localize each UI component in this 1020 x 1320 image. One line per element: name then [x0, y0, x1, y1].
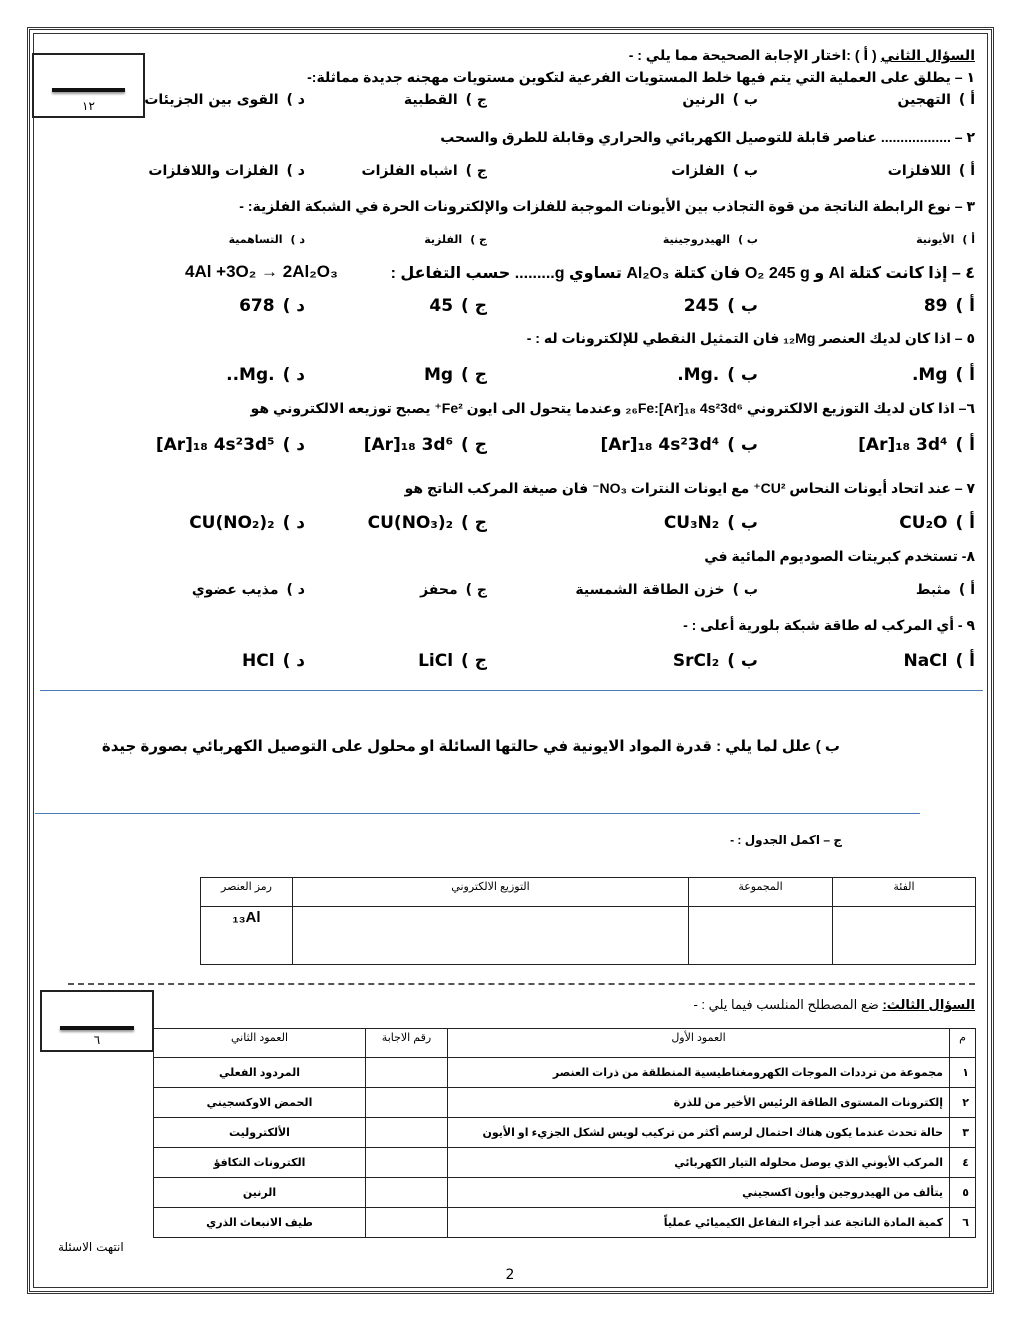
score-line	[60, 1026, 134, 1030]
option-text: [Ar]₁₈ 4s²3d⁵	[155, 435, 275, 455]
option-text: خزن الطاقة الشمسية	[575, 582, 725, 598]
option-text: الهيدروجينية	[662, 233, 731, 246]
q3-heading	[693, 997, 975, 1013]
option-d[interactable]	[242, 651, 305, 671]
term: طيف الانبعاث الذري	[154, 1208, 366, 1238]
option-b[interactable]	[600, 435, 758, 455]
question-2: ٢ – .................. عناصر قابلة للتوصيل الكهربائي والحراري وقابلة للطرق والسحب	[440, 129, 975, 145]
q2-heading	[629, 47, 975, 64]
option-label: أ )	[955, 513, 975, 533]
option-a[interactable]	[899, 513, 975, 533]
matching-table	[153, 1028, 976, 1238]
option-text: التهجين	[897, 92, 951, 108]
option-text: اللافلزات	[887, 163, 951, 179]
option-text: محفز	[420, 582, 458, 598]
option-b[interactable]	[673, 651, 758, 671]
option-text: 89	[923, 296, 948, 316]
option-label: ب )	[727, 365, 758, 385]
table-row	[154, 1208, 976, 1238]
electron-config-table	[200, 877, 976, 965]
option-a[interactable]	[858, 435, 975, 455]
answer-line[interactable]	[35, 813, 920, 814]
table-row	[154, 1058, 976, 1088]
option-label: أ )	[955, 296, 975, 316]
option-b[interactable]	[682, 92, 758, 108]
option-b[interactable]	[664, 513, 758, 533]
option-label: د )	[282, 513, 305, 533]
option-c[interactable]	[420, 582, 487, 598]
option-d[interactable]	[189, 513, 305, 533]
definition: المركب الأيوني الذي يوصل محلوله التيار الكهربائي	[448, 1148, 950, 1178]
option-text: CU(NO₃)₂	[367, 513, 454, 533]
option-label: أ )	[958, 163, 975, 179]
option-label: د )	[282, 435, 305, 455]
option-text: SrCl₂	[672, 651, 720, 671]
option-text: الفلزات	[671, 163, 725, 179]
question-1: ١ – يطلق على العملية التي يتم فيها خلط المستويات الفرعية لتكوين مستويات مهجنه جديدة مماثلة:-	[307, 69, 975, 85]
header-answer-number: رقم الاجابة	[366, 1029, 448, 1058]
option-a[interactable]	[912, 365, 975, 385]
option-label: ج )	[461, 513, 487, 533]
score-value: ٦	[93, 1033, 101, 1047]
option-label: ب )	[727, 513, 758, 533]
configuration-cell[interactable]	[293, 907, 689, 965]
header-column-1: العمود الأول	[448, 1029, 950, 1058]
option-c[interactable]	[424, 233, 487, 246]
option-label: أ )	[958, 92, 975, 108]
option-label: د )	[286, 92, 305, 108]
option-label: د )	[282, 365, 305, 385]
option-text: CU₂O	[899, 513, 948, 533]
question-7: ٧ – عند اتحاد أيونات النحاس CU²⁺ مع ايونات النترات NO₃⁻ فان صيغة المركب الناتج هو	[404, 480, 975, 496]
option-c[interactable]	[418, 651, 487, 671]
option-d[interactable]	[226, 365, 305, 385]
element-symbol: ₁₃Al	[201, 907, 293, 965]
header-group: المجموعة	[689, 878, 833, 907]
table-row	[154, 1088, 976, 1118]
answer-cell[interactable]	[366, 1178, 448, 1208]
option-text: LiCl	[418, 651, 454, 671]
option-text: [Ar]₁₈ 3d⁶	[363, 435, 454, 455]
question-5: ٥ – اذا كان لديك العنصر ₁₂Mg فان التمثيل النقطي للإلكترونات له : -	[526, 330, 975, 346]
option-label: ج )	[461, 296, 487, 316]
option-text: الأيونية	[916, 233, 955, 246]
option-text: Mg	[423, 365, 454, 385]
option-c[interactable]	[429, 296, 487, 316]
option-a[interactable]	[903, 651, 975, 671]
option-label: ج )	[461, 435, 487, 455]
option-d[interactable]	[192, 582, 305, 598]
option-text: ..Mg.	[226, 365, 275, 385]
option-text: مثبط	[915, 582, 951, 598]
option-text: HCl	[242, 651, 275, 671]
option-text: الفلزات واللافلزات	[148, 163, 279, 179]
table-row	[154, 1178, 976, 1208]
row-number: ٦	[950, 1208, 976, 1238]
option-text: [Ar]₁₈ 3d⁴	[858, 435, 948, 455]
answer-cell[interactable]	[366, 1088, 448, 1118]
row-number: ٤	[950, 1148, 976, 1178]
option-label: د )	[282, 651, 305, 671]
question-6: ٦– اذا كان لديك التوزيع الالكتروني ₂₆Fe:[Ar]₁₈ 4s²3d⁶ وعندما يتحول الى ايون Fe²⁺ يصبح توزيعه الالكتروني هو	[250, 400, 975, 416]
category-cell[interactable]	[833, 907, 976, 965]
row-number: ٢	[950, 1088, 976, 1118]
q2-instructions: ( أ ) :اختار الإجابة الصحيحة مما يلي : -	[628, 47, 881, 63]
option-text: [Ar]₁₈ 4s²3d⁴	[600, 435, 720, 455]
option-c[interactable]	[364, 435, 487, 455]
header-column-2: العمود الثاني	[154, 1029, 366, 1058]
option-a[interactable]	[888, 163, 975, 179]
option-d[interactable]	[239, 296, 305, 316]
option-a[interactable]	[898, 92, 976, 108]
answer-cell[interactable]	[366, 1058, 448, 1088]
option-text: NaCl	[903, 651, 948, 671]
term: الكترونات التكافؤ	[154, 1148, 366, 1178]
option-text: .Mg.	[677, 365, 720, 385]
score-line	[52, 88, 125, 92]
option-text: .Mg	[911, 365, 948, 385]
definition: إلكترونات المستوى الطاقة الرئيس الأخير من للذرة	[448, 1088, 950, 1118]
option-text: 245	[683, 296, 720, 316]
q3-title: السؤال الثالث:	[882, 997, 975, 1012]
part-c-heading: ج – اكمل الجدول : -	[730, 833, 842, 847]
answer-cell[interactable]	[366, 1148, 448, 1178]
option-label: ب )	[738, 233, 758, 246]
option-label: ج )	[465, 163, 487, 179]
option-label: أ )	[955, 435, 975, 455]
definition: يتألف من الهيدروجين وأيون اكسجيني	[448, 1178, 950, 1208]
option-label: ب )	[727, 296, 758, 316]
option-label: ج )	[470, 233, 487, 246]
table-row	[154, 1118, 976, 1148]
question-4: ٤ – إذا كانت كتلة Al و O₂ 245 g فان كتلة Al₂O₃ تساوي g......... حسب التفاعل :	[390, 265, 975, 282]
q3-instructions: ضع المصطلح المنلسب فيما يلي : -	[693, 997, 883, 1012]
option-c[interactable]	[362, 163, 487, 179]
row-number: ٣	[950, 1118, 976, 1148]
option-text: القوى بين الجزيئات	[144, 92, 279, 108]
option-d[interactable]	[144, 92, 305, 108]
header-configuration: التوزيع الالكتروني	[293, 878, 689, 907]
term: المردود الفعلي	[154, 1058, 366, 1088]
option-a[interactable]	[916, 233, 975, 246]
header-element-symbol: رمز العنصر	[201, 878, 293, 907]
option-label: أ )	[958, 582, 975, 598]
answer-cell[interactable]	[366, 1118, 448, 1148]
header-number: م	[950, 1029, 976, 1058]
option-b[interactable]	[663, 233, 758, 246]
definition: كمية المادة الناتجة عند أجراء التفاعل الكيميائي عملياً	[448, 1208, 950, 1238]
page-number: 2	[505, 1267, 515, 1283]
term: الألكتروليت	[154, 1118, 366, 1148]
q2-title: السؤال الثاني	[880, 47, 975, 63]
table-row	[154, 1148, 976, 1178]
option-label: أ )	[955, 365, 975, 385]
option-text: CU₃N₂	[663, 513, 720, 533]
option-c[interactable]	[368, 513, 487, 533]
option-b[interactable]	[684, 296, 758, 316]
reaction-equation: 4Al +3O₂ → 2Al₂O₃	[185, 262, 338, 281]
option-d[interactable]	[148, 163, 305, 179]
row-number: ٥	[950, 1178, 976, 1208]
score-box-q3	[40, 990, 154, 1052]
option-text: التساهمية	[228, 233, 283, 246]
option-label: ج )	[465, 582, 487, 598]
option-label: ج )	[461, 651, 487, 671]
option-label: ب )	[727, 435, 758, 455]
option-label: د )	[286, 163, 305, 179]
section-divider-dashed	[68, 983, 975, 985]
option-text: اشباه الفلزات	[361, 163, 458, 179]
option-label: ج )	[461, 365, 487, 385]
option-b[interactable]	[677, 365, 758, 385]
score-box-q2	[32, 53, 145, 118]
option-b[interactable]	[575, 582, 758, 598]
option-text: CU(NO₂)₂	[189, 513, 275, 533]
part-b-question: ب ) علل لما يلي : قدرة المواد الايونية في حالتها السائلة او محلول على التوصيل الكهربائي بصورة جيدة	[101, 738, 840, 755]
option-a[interactable]	[916, 582, 975, 598]
option-d[interactable]	[156, 435, 305, 455]
option-label: د )	[286, 582, 305, 598]
term: الرنين	[154, 1178, 366, 1208]
definition: حالة تحدث عندما يكون هناك احتمال لرسم أكثر من تركيب لويس لشكل الجزيء او الأيون	[448, 1118, 950, 1148]
option-a[interactable]	[924, 296, 975, 316]
option-c[interactable]	[424, 365, 487, 385]
option-label: ب )	[727, 651, 758, 671]
question-3: ٣ – نوع الرابطة الناتجة من قوة التجاذب بين الأيونات الموجبة للفلزات والإلكترونات الحرة في الشبكة الفلزية: -	[239, 198, 975, 214]
answer-cell[interactable]	[366, 1208, 448, 1238]
term: الحمض الاوكسجيني	[154, 1088, 366, 1118]
option-text: 45	[429, 296, 454, 316]
definition: مجموعة من ترددات الموجات الكهرومغناطيسية المنطلقة من ذرات العنصر	[448, 1058, 950, 1088]
option-label: ب )	[732, 582, 758, 598]
end-of-questions: انتهت الاسئلة	[58, 1240, 124, 1254]
group-cell[interactable]	[689, 907, 833, 965]
option-d[interactable]	[229, 233, 305, 246]
header-category: الفئة	[833, 878, 976, 907]
option-text: 678	[239, 296, 275, 316]
option-text: مذيب عضوي	[191, 582, 279, 598]
row-number: ١	[950, 1058, 976, 1088]
option-text: القطبية	[403, 92, 458, 108]
option-label: د )	[282, 296, 305, 316]
option-c[interactable]	[404, 92, 487, 108]
option-label: د )	[290, 233, 305, 246]
option-label: ب )	[732, 163, 758, 179]
section-divider	[40, 690, 983, 691]
option-text: الرنين	[682, 92, 725, 108]
question-8: ٨- تستخدم كبريتات الصوديوم المائية في	[704, 548, 975, 564]
question-9: ٩ - أي المركب له طاقة شبكة بلورية أعلى : -	[683, 617, 975, 633]
option-label: أ )	[962, 233, 975, 246]
option-label: أ )	[955, 651, 975, 671]
score-value: ١٢	[82, 99, 95, 113]
option-b[interactable]	[671, 163, 758, 179]
option-label: ج )	[465, 92, 487, 108]
option-label: ب )	[732, 92, 758, 108]
option-text: الفلزية	[424, 233, 463, 246]
